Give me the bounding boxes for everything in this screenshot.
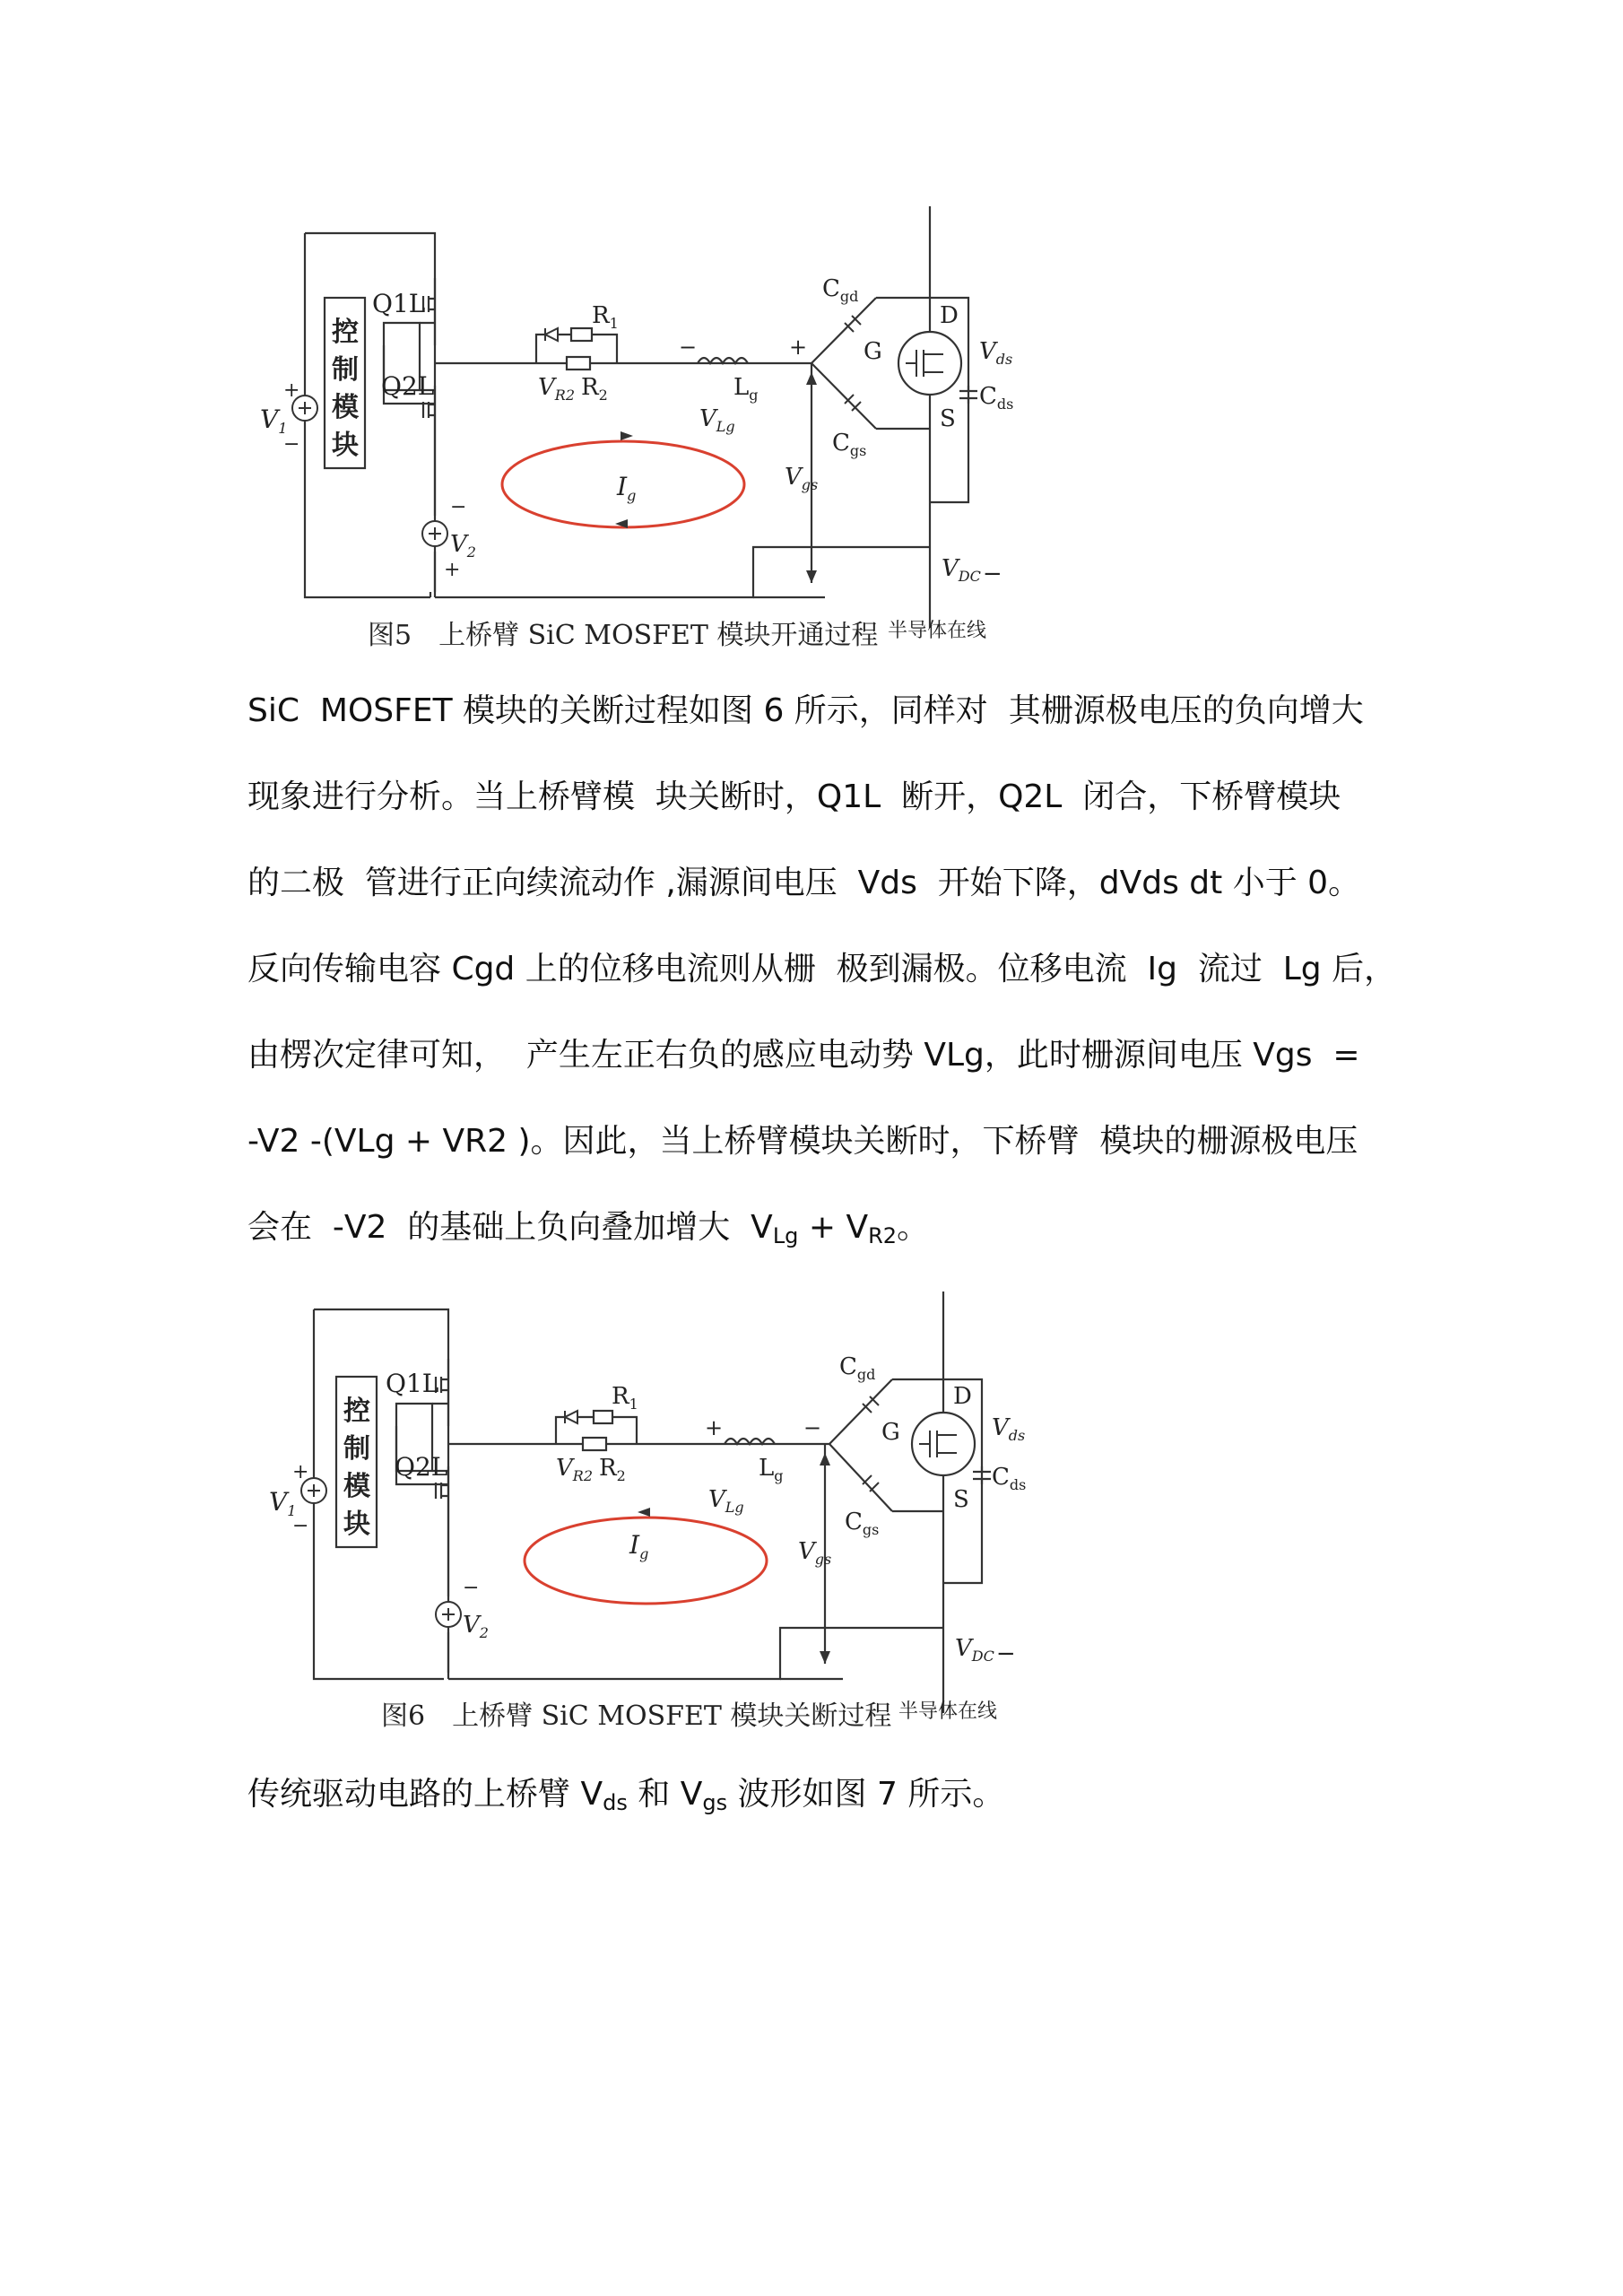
ig-label: $I_g$ bbox=[617, 472, 637, 504]
paragraph-line: -V2 -(VLg + VR2 )。因此，当上桥臂模块关断时，下桥臂 模块的栅源极电压 bbox=[247, 1123, 1358, 1160]
q2l-label: Q2L bbox=[381, 371, 435, 401]
q1l-label: Q1L bbox=[372, 289, 426, 318]
v1-plus: + bbox=[292, 1461, 309, 1483]
v1-label: $V_1$ bbox=[269, 1487, 297, 1519]
vgs-label: $V_{gs}$ bbox=[785, 464, 819, 493]
v1-minus: − bbox=[283, 433, 300, 456]
v1-label: $V_1$ bbox=[260, 404, 288, 437]
figure-6-circuit bbox=[260, 1292, 1040, 1749]
r2-label: $R_2$ bbox=[581, 374, 608, 404]
control-block-label: 模 bbox=[343, 1471, 370, 1502]
v2-label: $V_2$ bbox=[463, 1612, 489, 1641]
lg-label: $L_g$ bbox=[733, 374, 759, 404]
control-block-label: 控 bbox=[343, 1396, 370, 1427]
ig-label: $I_g$ bbox=[629, 1530, 649, 1562]
control-block-label: 块 bbox=[343, 1509, 370, 1540]
lg-minus-sign: − bbox=[803, 1415, 822, 1440]
s-label: S bbox=[940, 405, 956, 432]
lg-label: $L_g$ bbox=[759, 1455, 784, 1484]
figure-5-caption: 图5 上桥臂 SiC MOSFET 模块开通过程 bbox=[368, 620, 879, 651]
vr2-label: $V_{R2}$ bbox=[538, 374, 576, 404]
vr2-label: $V_{R2}$ bbox=[556, 1455, 594, 1484]
control-block-label: 控 bbox=[332, 317, 359, 348]
paragraph-line: 由楞次定律可知， 产生左正右负的感应电动势 VLg，此时栅源间电压 Vgs = bbox=[247, 1037, 1360, 1074]
paragraph-line: SiC MOSFET 模块的关断过程如图 6 所示，同样对 其栅源极电压的负向增大 bbox=[247, 692, 1364, 729]
cds-label: $C_{ds}$ bbox=[992, 1464, 1027, 1493]
cgd-label: $C_{gd}$ bbox=[839, 1353, 876, 1383]
d-label: D bbox=[940, 302, 959, 329]
s-label: S bbox=[953, 1486, 969, 1513]
figure-5-watermark: 半导体在线 bbox=[888, 620, 987, 642]
paragraph-line: 的二极 管进行正向续流动作 ,漏源间电压 Vds 开始下降，dVds dt 小于 0。 bbox=[247, 865, 1361, 901]
paragraph-line: 会在 -V2 的基础上负向叠加增大 $V_{Lg} + V_{R2}$。 bbox=[247, 1209, 930, 1248]
v2-minus: − bbox=[450, 496, 467, 518]
paragraph-line: 传统驱动电路的上桥臂 $V_{ds}$ 和 $V_{gs}$ 波形如图 7 所示。 bbox=[247, 1776, 1005, 1815]
g-label: G bbox=[864, 338, 882, 365]
lg-plus-sign: + bbox=[789, 335, 808, 360]
v2-minus: − bbox=[463, 1577, 480, 1599]
cgd-label: $C_{gd}$ bbox=[822, 275, 859, 305]
figure-6-watermark: 半导体在线 bbox=[898, 1700, 998, 1723]
control-block-label: 模 bbox=[332, 392, 359, 423]
vgs-label: $V_{gs}$ bbox=[798, 1538, 832, 1568]
control-block-label: 制 bbox=[332, 354, 359, 386]
r1-label: $R_1$ bbox=[612, 1383, 638, 1413]
vds-label: $V_{ds}$ bbox=[992, 1414, 1026, 1444]
cgs-label: $C_{gs}$ bbox=[845, 1509, 880, 1538]
vdc-label: $V_{DC}-$ bbox=[955, 1635, 1016, 1667]
paragraph-line: 现象进行分析。当上桥臂模 块关断时，Q1L 断开，Q2L 闭合，下桥臂模块 bbox=[247, 778, 1341, 815]
body-paragraph-1 bbox=[247, 668, 1395, 1271]
paragraph-line: 反向传输电容 Cgd 上的位移电流则从栅 极到漏极。位移电流 Ig 流过 Lg 后， bbox=[247, 951, 1397, 987]
r1-label: $R_1$ bbox=[592, 302, 619, 332]
vds-label: $V_{ds}$ bbox=[979, 338, 1013, 368]
vlg-label: $V_{Lg}$ bbox=[708, 1486, 744, 1516]
q2l-label: Q2L bbox=[395, 1452, 448, 1482]
v1-minus: − bbox=[292, 1515, 309, 1537]
lg-plus-sign: + bbox=[705, 1415, 724, 1440]
cgs-label: $C_{gs}$ bbox=[832, 430, 867, 459]
vdc-label: $V_{DC}-$ bbox=[942, 555, 1002, 587]
d-label: D bbox=[953, 1383, 972, 1410]
figure-6-caption: 图6 上桥臂 SiC MOSFET 模块关断过程 bbox=[381, 1700, 892, 1732]
cds-label: $C_{ds}$ bbox=[979, 383, 1014, 413]
control-block-label: 块 bbox=[332, 430, 359, 461]
vlg-label: $V_{Lg}$ bbox=[699, 405, 735, 435]
body-paragraph-2 bbox=[247, 1752, 1395, 1838]
lg-minus-sign: − bbox=[679, 335, 698, 360]
v2-label: $V_2$ bbox=[450, 531, 476, 561]
v1-plus: + bbox=[283, 379, 300, 402]
figure-5 bbox=[251, 206, 1031, 664]
control-block-label: 制 bbox=[343, 1433, 370, 1465]
v2-plus: + bbox=[444, 559, 461, 581]
g-label: G bbox=[881, 1419, 900, 1446]
figure-5-circuit bbox=[251, 206, 1031, 664]
r2-label: $R_2$ bbox=[599, 1455, 626, 1484]
figure-6 bbox=[260, 1292, 1040, 1749]
q1l-label: Q1L bbox=[386, 1369, 439, 1398]
